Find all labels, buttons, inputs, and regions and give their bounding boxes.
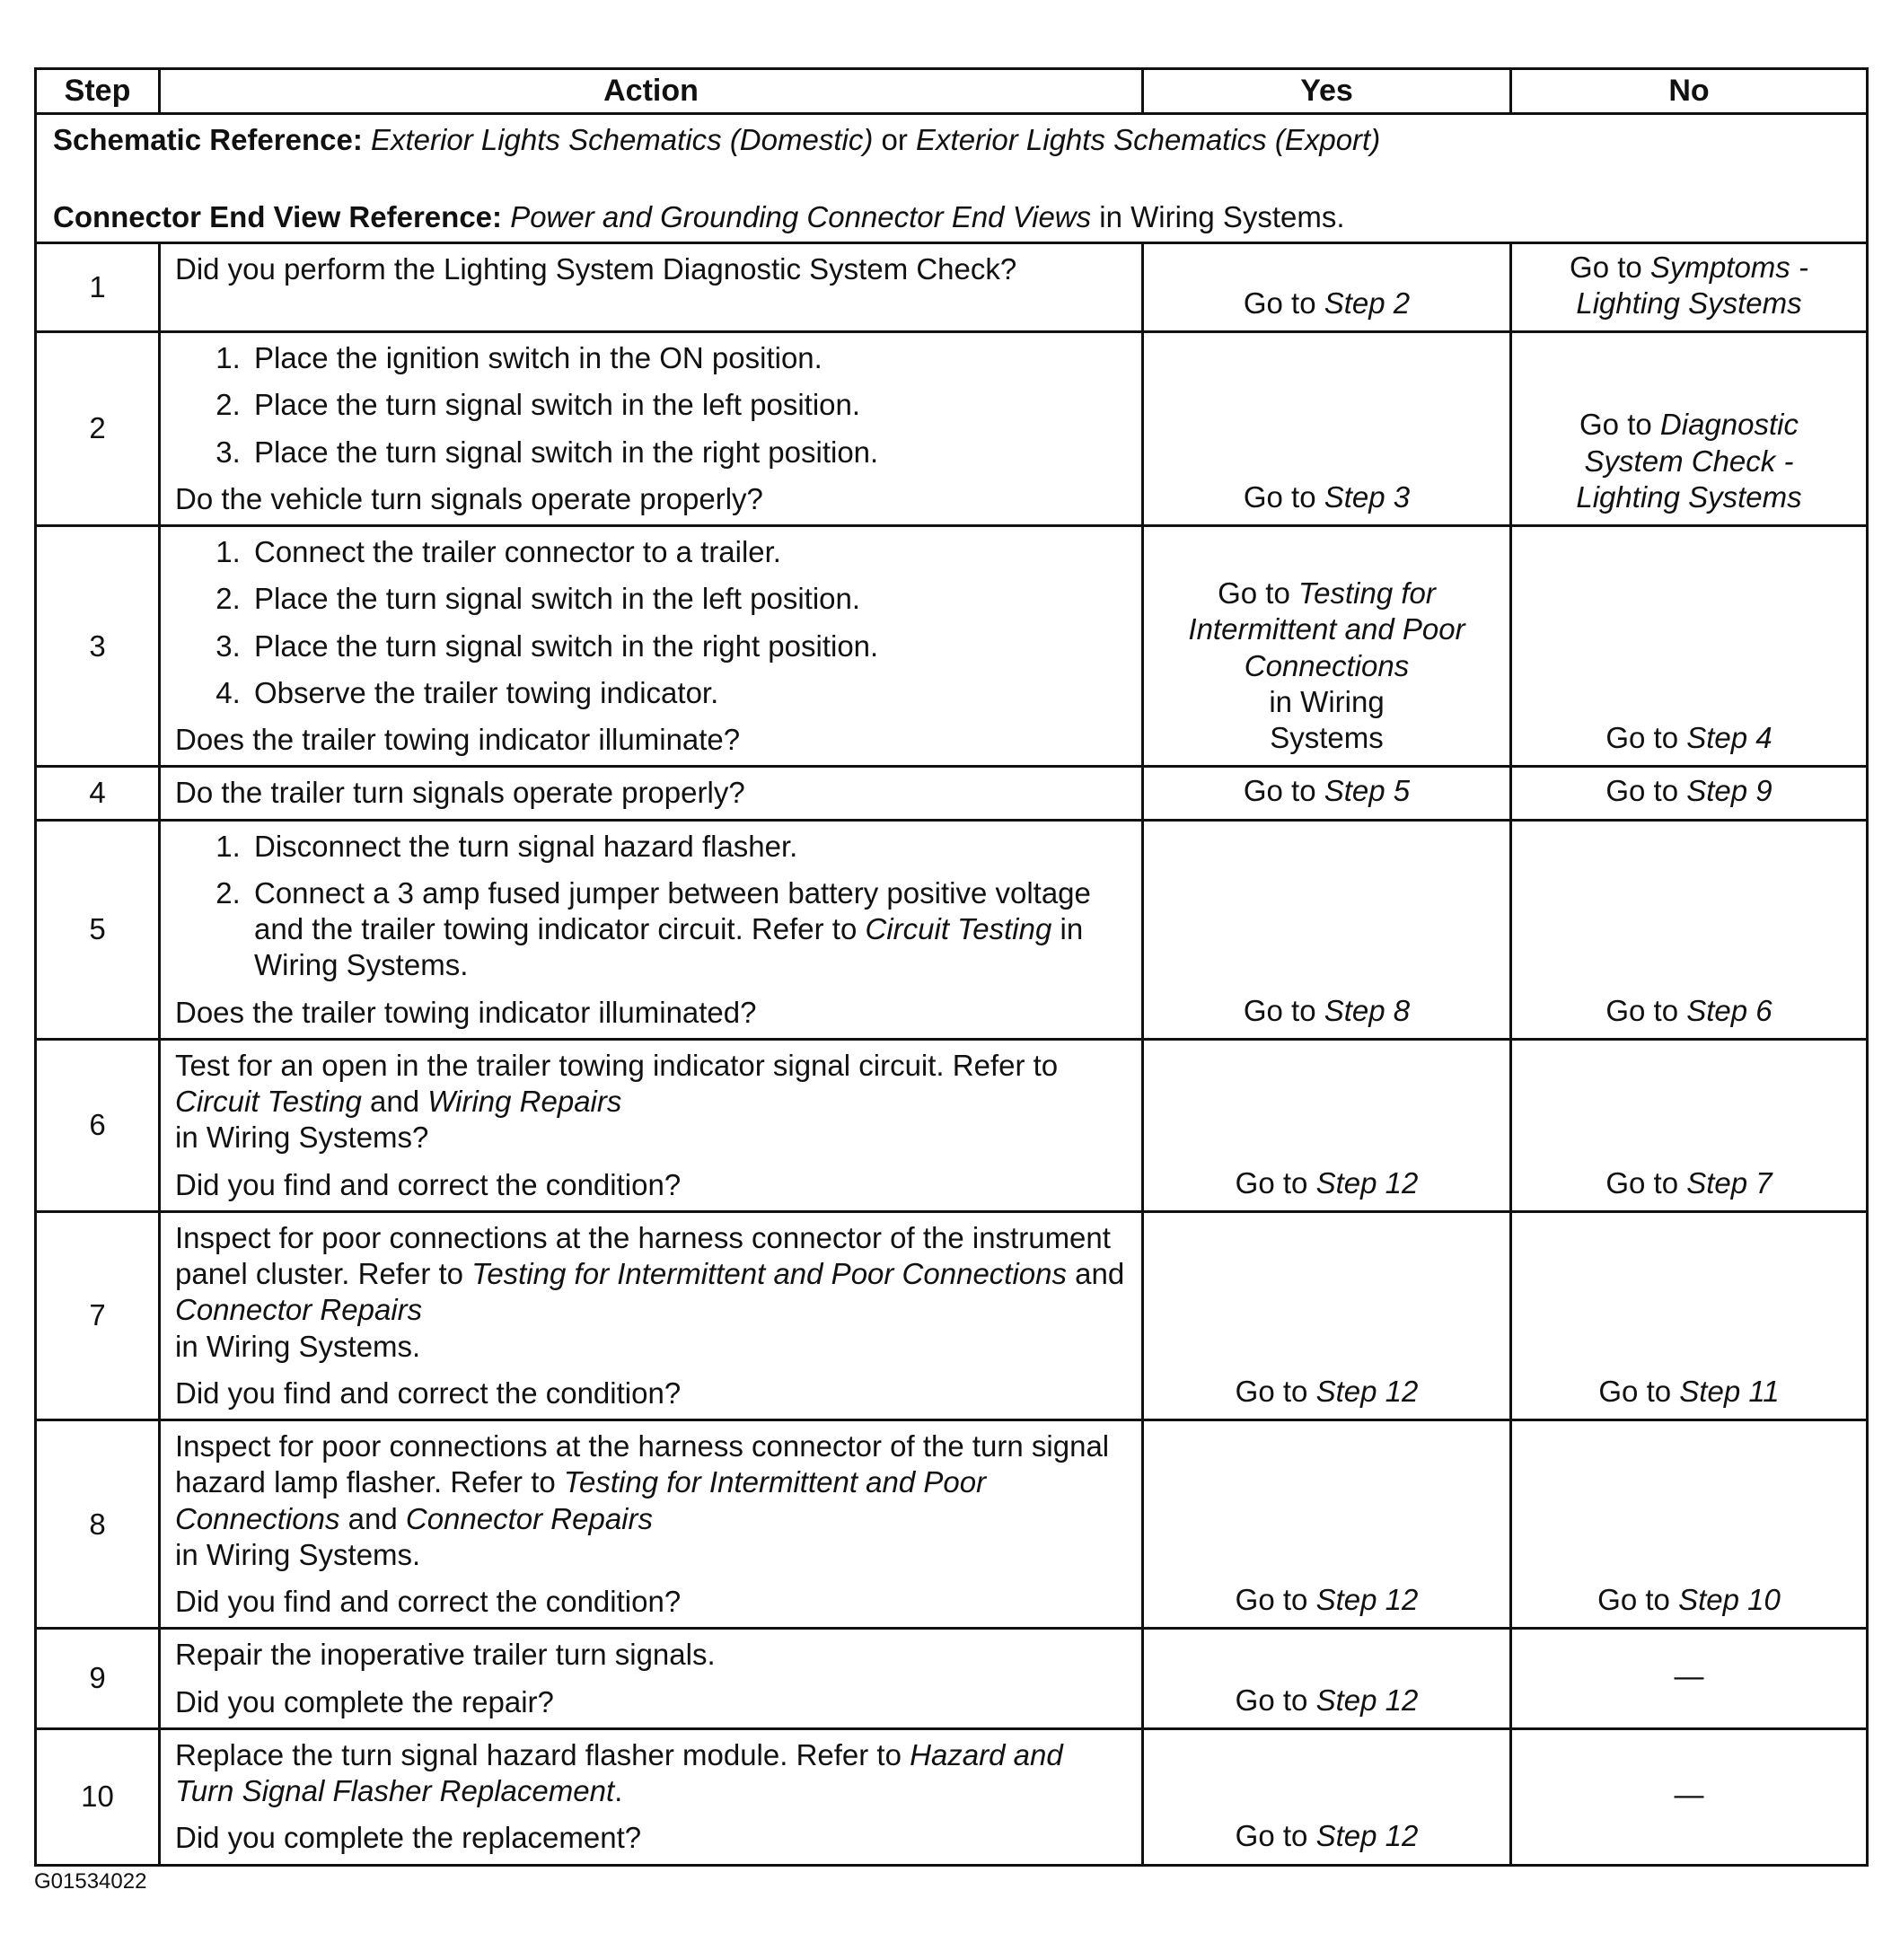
reference-link-text: Lighting Systems [1576,286,1802,320]
header-yes: Yes [1143,69,1511,114]
yes-result [1143,820,1511,1039]
action-text [175,251,1129,287]
action-text [175,1820,1129,1856]
reference-link-text: Step 2 [1324,286,1411,320]
figure-id: G01534022 [34,1869,147,1894]
header-action: Action [160,69,1143,114]
reference-link-text: Step 6 [1686,993,1772,1027]
action-text [175,1637,1129,1673]
step-number: 3 [36,526,160,767]
text-run: Go to [1218,576,1298,610]
text-run: Did you complete the replacement? [175,1821,642,1855]
action-text [175,1584,1129,1620]
no-result [1511,1420,1868,1629]
step-row-1 [36,242,1868,332]
reference-link-text: Step 11 [1679,1374,1780,1408]
reference-link-text: Step 5 [1324,774,1411,808]
no-result [1511,1211,1868,1419]
step-number: 1 [36,242,160,332]
yes-result [1143,242,1511,332]
yes-result [1143,332,1511,526]
step-row-7 [36,1211,1868,1419]
step-number: 7 [36,1211,160,1419]
text-run: in Wiring Systems. [1091,200,1345,234]
text-run: in Wiring Systems. [254,912,1084,982]
step-number: 8 [36,1420,160,1629]
reference-link-text: Step 12 [1315,1583,1419,1616]
connector-reference [53,199,1850,235]
reference-link-text: System Check - [1584,444,1794,478]
schematic-reference-text [363,123,1380,156]
reference-link-text: Circuit Testing [865,912,1052,945]
text-run: in Wiring [1269,684,1385,718]
step-row-6 [36,1039,1868,1211]
text-run: Did you complete the repair? [175,1684,554,1718]
text-run: . [614,1774,623,1807]
text-run: Do the trailer turn signals operate properly? [175,776,745,810]
action-substep [249,829,1129,865]
action-cell [160,1629,1143,1729]
action-substep [249,581,1129,617]
text-run: Go to [1235,1583,1316,1616]
action-cell [160,1420,1143,1629]
text-run: Does the trailer towing indicator illuminate? [175,723,741,756]
text-run: Go to [1570,250,1650,284]
step-row-3 [36,526,1868,767]
action-cell [160,767,1143,820]
text-run: in Wiring Systems. [175,1537,421,1571]
text-run: Go to [1235,1165,1316,1200]
action-substeps [175,534,1129,711]
yes-result [1143,526,1511,767]
text-run: Test for an open in the trailer towing indicator signal circuit. Refer to [175,1048,1059,1082]
text-run: — [1674,1778,1704,1811]
text-run: Go to [1605,993,1687,1027]
text-run: Inspect for poor connections at the harness connector of the instrument panel cluster. Refer to [175,1220,1111,1290]
yes-result [1143,1039,1511,1211]
step-number: 9 [36,1629,160,1729]
step-number: 10 [36,1728,160,1865]
text-run [363,123,371,156]
schematic-reference [53,122,1850,158]
reference-link-text: Lighting Systems [1576,479,1802,514]
action-cell [160,1211,1143,1419]
text-run: Go to [1235,1374,1316,1408]
no-result [1511,1728,1868,1865]
text-run: Place the turn signal switch in the left position. [254,582,861,616]
text-run: Place the turn signal switch in the right position. [254,435,879,469]
reference-link-text: Circuit Testing [175,1085,362,1118]
yes-result [1143,1728,1511,1865]
text-run [502,200,510,233]
yes-result [1143,1211,1511,1419]
text-run: and [339,1501,406,1535]
yes-result [1143,1629,1511,1729]
yes-result [1143,767,1511,820]
text-run: — [1674,1659,1704,1693]
reference-link-text: Step 12 [1315,1165,1419,1200]
action-substep [249,875,1129,984]
reference-link-text: Step 7 [1686,1165,1772,1200]
no-result [1511,1629,1868,1729]
action-cell [160,1039,1143,1211]
action-cell [160,526,1143,767]
text-run: Place the turn signal switch in the right position. [254,628,879,663]
reference-link-text: Step 12 [1315,1683,1419,1717]
header-no: No [1511,69,1868,114]
reference-link-text: Step 9 [1686,774,1772,808]
table-body [36,114,1868,1866]
action-text [175,722,1129,758]
text-run: Go to [1235,1683,1316,1717]
reference-cell [36,114,1868,243]
step-row-4 [36,767,1868,820]
step-number: 2 [36,332,160,526]
action-substep [249,340,1129,376]
reference-link-text: Exterior Lights Schematics (Domestic) [371,123,874,156]
text-run: Go to [1579,408,1660,442]
action-cell [160,820,1143,1039]
action-cell [160,242,1143,332]
reference-link-text: Step 10 [1678,1583,1781,1616]
text-run: Go to [1243,993,1324,1027]
no-result [1511,820,1868,1039]
reference-link-text: Wiring Repairs [427,1085,622,1118]
text-run: and [1067,1257,1125,1290]
action-text [175,1428,1129,1573]
text-run: Go to [1605,1165,1687,1200]
text-run: Place the ignition switch in the ON position. [254,341,822,374]
text-run: Go to [1598,1374,1680,1408]
action-text [175,1220,1129,1365]
action-text [175,1167,1129,1203]
reference-row [36,114,1868,243]
text-run: Replace the turn signal hazard flasher module. Refer to [175,1737,910,1771]
step-row-10 [36,1728,1868,1865]
connector-reference-label: Connector End View Reference: [53,200,503,234]
no-result [1511,332,1868,526]
action-substep [249,387,1129,423]
text-run: Connect the trailer connector to a trailer. [254,535,781,568]
action-substep [249,628,1129,664]
action-substep [249,534,1129,570]
text-run: Go to [1243,479,1324,514]
action-text [175,1048,1129,1156]
text-run: Did you find and correct the condition? [175,1376,682,1410]
reference-link-text: Step 4 [1686,721,1772,754]
reference-link-text: Power and Grounding Connector End Views [510,200,1092,234]
action-cell [160,332,1143,526]
reference-link-text: Step 8 [1324,993,1411,1027]
text-run: Inspect for poor connections at the harness connector of the turn signal hazard lamp flasher. Refer to [175,1429,1110,1499]
text-run: Go to [1597,1583,1679,1616]
schematic-reference-label: Schematic Reference: [53,123,363,156]
text-run: Connect a 3 amp fused jumper between battery positive voltage and the trailer towing indicator circuit. Refer to [254,875,1091,945]
action-text [175,995,1129,1031]
no-result [1511,526,1868,767]
reference-link-text: Step 3 [1324,479,1411,514]
text-run: Disconnect the turn signal hazard flasher. [254,829,798,863]
text-run: Observe the trailer towing indicator. [254,675,719,709]
text-run: Place the turn signal switch in the left position. [254,388,861,422]
reference-link-text: Diagnostic [1659,408,1799,442]
action-text [175,1737,1129,1810]
header-row [36,69,1868,114]
diagnostic-table [34,67,1869,1867]
step-row-5 [36,820,1868,1039]
step-number: 4 [36,767,160,820]
text-run: Did you find and correct the condition? [175,1167,682,1201]
text-run: Do the vehicle turn signals operate properly? [175,481,763,515]
text-run: in Wiring Systems? [175,1121,429,1155]
reference-link-text: Testing for [1298,576,1436,610]
action-cell [160,1728,1143,1865]
text-run: in Wiring Systems. [175,1329,421,1363]
action-text [175,775,1129,811]
action-text [175,481,1129,517]
reference-link-text: Step 12 [1315,1374,1419,1408]
step-row-9 [36,1629,1868,1729]
step-row-2 [36,332,1868,526]
text-run: Go to [1605,721,1687,754]
reference-link-text: Step 12 [1315,1819,1419,1853]
reference-link-text: Hazard and Turn Signal Flasher Replacement [175,1737,1063,1807]
reference-link-text: Intermittent and Poor [1188,612,1465,646]
reference-link-text: Testing for Intermittent and Poor Connections [175,1465,987,1535]
reference-link-text: Exterior Lights Schematics (Export) [916,123,1381,156]
text-run: Systems [1270,721,1384,754]
no-result [1511,1039,1868,1211]
text-run: Does the trailer towing indicator illuminated? [175,995,757,1029]
no-result [1511,767,1868,820]
yes-result [1143,1420,1511,1629]
step-number: 5 [36,820,160,1039]
action-substep [249,435,1129,470]
text-run: Repair the inoperative trailer turn signals. [175,1638,716,1672]
action-substep [249,675,1129,711]
reference-link-text: Testing for Intermittent and Poor Connections [471,1257,1068,1290]
reference-link-text: Connector Repairs [175,1293,423,1327]
reference-link-text: Connections [1244,648,1410,682]
step-row-8 [36,1420,1868,1629]
reference-link-text: Symptoms - [1649,250,1808,284]
text-run: Go to [1243,286,1324,320]
step-number: 6 [36,1039,160,1211]
text-run: Did you perform the Lighting System Diagnostic System Check? [175,251,1017,286]
text-run: or [873,123,917,156]
action-substeps [175,340,1129,470]
connector-reference-text [502,200,1345,233]
action-text [175,1376,1129,1411]
text-run: and [361,1085,428,1118]
no-result [1511,242,1868,332]
text-run: Go to [1235,1819,1316,1853]
text-run: Go to [1605,774,1687,808]
action-text [175,1684,1129,1720]
action-substeps [175,829,1129,984]
header-step: Step [36,69,160,114]
reference-link-text: Connector Repairs [405,1501,653,1535]
text-run: Did you find and correct the condition? [175,1585,682,1618]
text-run: Go to [1243,774,1324,808]
